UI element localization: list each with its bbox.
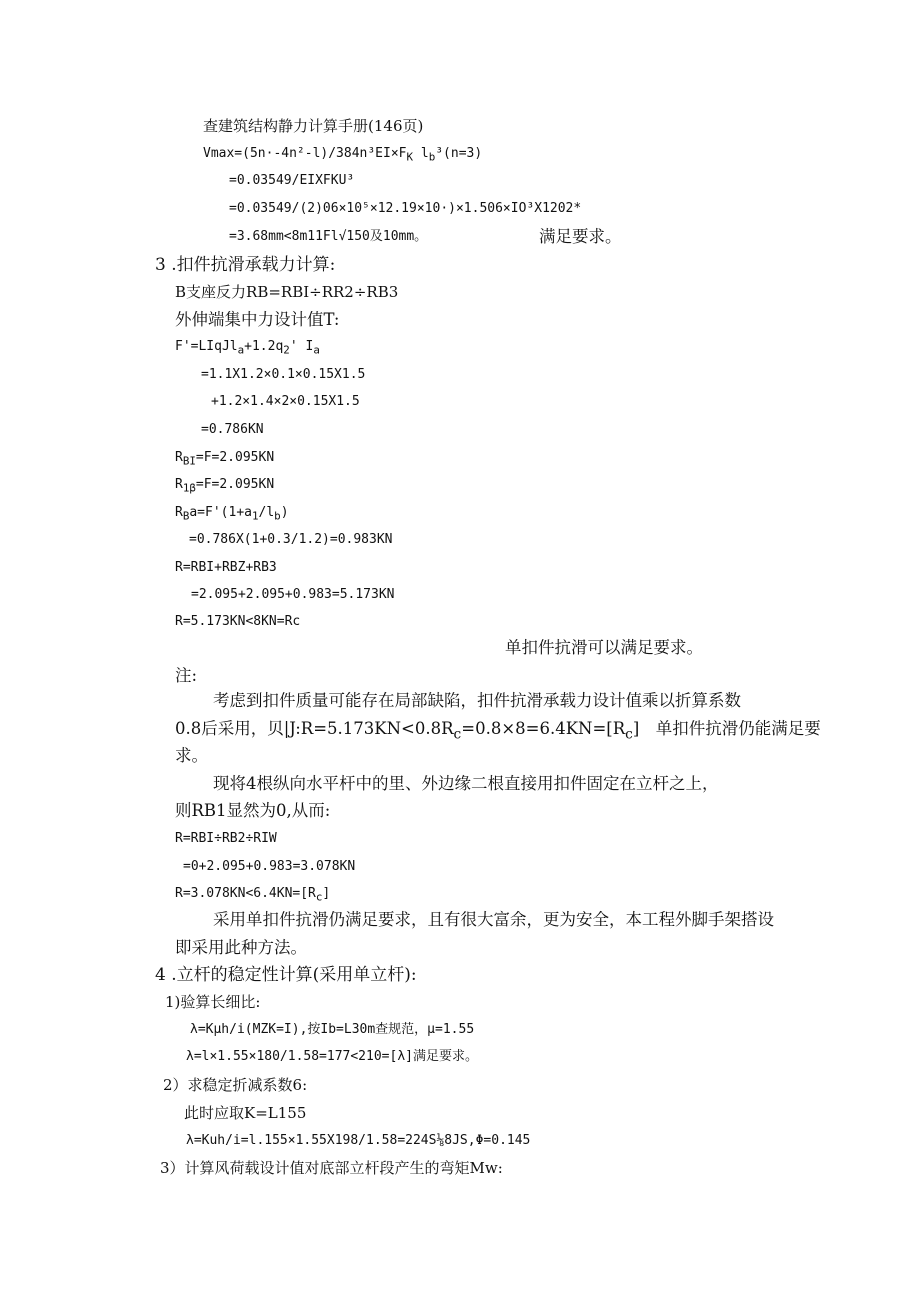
- formula-line: λ=Kuh/i=l.155×1.55X198/1.58=224S⅛8JS,Φ=0.145: [186, 1133, 531, 1148]
- formula-line: R=RBI+RBZ+RB3: [175, 560, 277, 575]
- formula-line: =0.786KN: [201, 422, 264, 437]
- paragraph-line: 考虑到扣件质量可能存在局部缺陷，扣件抗滑承载力设计值乘以折算系数: [213, 691, 741, 710]
- paragraph-line: 即采用此种方法。: [175, 938, 307, 957]
- text-line: B支座反力RB=RBI÷RR2÷RB3: [175, 283, 399, 301]
- formula-line: R=RBI÷RB2÷RIW: [175, 831, 277, 846]
- subsection-heading: 1)验算长细比:: [165, 993, 261, 1011]
- section-heading: 3 .扣件抗滑承载力计算:: [155, 255, 336, 275]
- paragraph-line: 现将4根纵向水平杆中的里、外边缘二根直接用扣件固定在立杆之上，: [213, 774, 719, 793]
- section-heading: 4 .立杆的稳定性计算(采用单立杆):: [155, 965, 417, 985]
- subsection-heading: 2）求稳定折减系数6:: [163, 1076, 308, 1094]
- conclusion-text: 满足要求。: [539, 227, 622, 246]
- formula-line: $R_{BI}=F=2.095KN$: [175, 450, 275, 468]
- formula-line: $F'=LIqJl_a+1.2q_2'$ $I_a$: [175, 339, 320, 357]
- formula-line: R=5.173KN<8KN=Rc: [175, 614, 301, 629]
- formula-line: $R_Ba=F'(1+a_1/l_b)$: [175, 505, 289, 523]
- formula-line: =0.03549/(2)06×10⁵×12.19×10·)×1.506×IO³X1202*: [229, 201, 582, 216]
- paragraph-line: 采用单扣件抗滑仍满足要求，且有很大富余，更为安全，本工程外脚手架搭设: [213, 910, 774, 929]
- text-line: 此时应取K=L155: [184, 1104, 307, 1122]
- formula-line: λ=Kμh/i(MZK=I),按Ib=L30m查规范，μ=1.55: [190, 1022, 475, 1037]
- paragraph-line: 则RB1显然为0,从而:: [175, 801, 331, 820]
- formula-line: +1.2×1.4×2×0.15X1.5: [211, 394, 360, 409]
- formula-line: =1.1X1.2×0.1×0.15X1.5: [201, 367, 366, 382]
- subsection-heading: 3）计算风荷载设计值对底部立杆段产生的弯矩Mw:: [160, 1159, 503, 1177]
- formula-line: =2.095+2.095+0.983=5.173KN: [191, 587, 395, 602]
- note-label: 注:: [175, 666, 198, 685]
- formula-line: =0+2.095+0.983=3.078KN: [183, 859, 356, 874]
- formula-line: $R=3.078KN<6.4KN=[R_c]$: [175, 886, 331, 904]
- formula-line: =0.03549/EIXFKU³: [229, 173, 355, 188]
- conclusion-text: 单扣件抗滑可以满足要求。: [505, 638, 703, 657]
- paragraph-line: 0.8后采用，贝$|J:R=5.173KN<0.8R_c=0.8\times 8=6.4KN=[R_c]$ 单扣件抗滑仍能满足要: [175, 719, 821, 743]
- formula-line: =0.786X(1+0.3/1.2)=0.983KN: [189, 532, 393, 547]
- text-line: 外伸端集中力设计值T:: [175, 310, 340, 329]
- reference-line: 查建筑结构静力计算手册(146页): [203, 117, 424, 135]
- formula-line: =3.68mm<8m11Fl√150及10mm。: [229, 229, 428, 244]
- formula-line: $R_{1\beta}=F=2.095KN$: [175, 477, 275, 495]
- paragraph-line: 求。: [175, 746, 208, 765]
- formula-line: $Vmax=(5n\cdot-4n^2-l)/384n^3EI\times F_K$ $l_b^3(n=3)$: [203, 146, 483, 164]
- formula-line: λ=l×1.55×180/1.58=177<210=[λ]满足要求。: [186, 1049, 478, 1064]
